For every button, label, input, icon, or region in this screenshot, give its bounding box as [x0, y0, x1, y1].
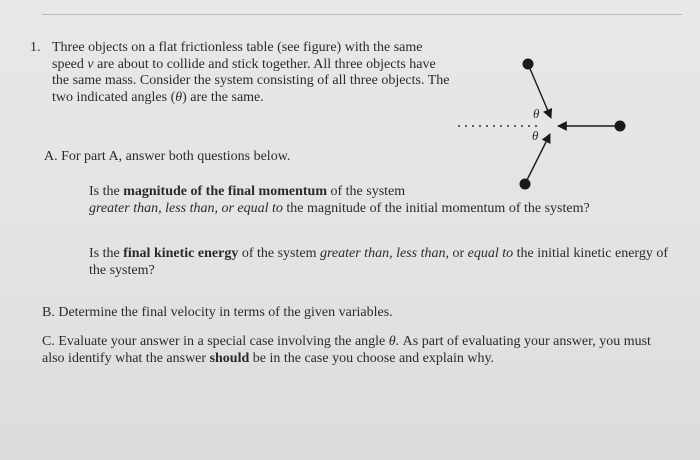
q2-pre: Is the [89, 246, 124, 261]
question-intro [52, 40, 452, 106]
part-c-mid: . As part of evaluating your answer, you must also identify what the answer [42, 334, 651, 366]
q2-mid: of the system [238, 246, 320, 261]
part-c-theta: θ [388, 334, 396, 349]
q2-mid2: , or [445, 246, 468, 261]
q2-options: greater than, less than [319, 246, 446, 261]
part-a-heading: A. For part A, answer both questions below. [44, 149, 291, 164]
q2-bold: final kinetic energy [123, 246, 239, 261]
question-number: 1. [30, 40, 41, 55]
top-object-arrow [528, 64, 551, 118]
q1-mid: of the system [327, 184, 406, 199]
q1-bold: magnitude of the final momentum [123, 184, 327, 199]
intro-theta: θ [175, 89, 183, 105]
intro-text-c: ) are the same. [182, 89, 264, 105]
angle-label-top: θ [533, 106, 540, 121]
right-object-dot [615, 121, 626, 132]
angle-label-bottom: θ [532, 128, 539, 143]
top-divider [42, 14, 682, 15]
part-b: B. Determine the final velocity in terms of the given variables. [42, 305, 393, 320]
q1-pre: Is the [89, 184, 124, 199]
part-a-question-1 [89, 184, 669, 217]
intro-text-b: are about to collide and stick together. All three objects have the same mass. Consider the system consisting of all three objects. The two indicated angles ( [52, 56, 450, 105]
part-c-pre: C. Evaluate your answer in a special case involving the angle [42, 334, 389, 349]
collision-figure [448, 48, 648, 198]
q2-post: the initial kinetic energy of the system? [89, 246, 669, 278]
q1-options: greater than, less than, or equal to [89, 200, 283, 216]
part-c-bold: should [209, 350, 250, 366]
top-object-dot [523, 59, 534, 70]
part-c-post: be in the case you choose and explain why. [249, 350, 495, 366]
part-a-question-2 [89, 246, 669, 279]
q1-post: the magnitude of the initial momentum of the system? [282, 200, 590, 216]
part-c [42, 334, 672, 367]
q2-options2: equal to [467, 246, 514, 261]
intro-variable-v: v [87, 56, 94, 72]
intro-text-a: Three objects on a flat frictionless table (see figure) with the same speed [52, 40, 423, 72]
